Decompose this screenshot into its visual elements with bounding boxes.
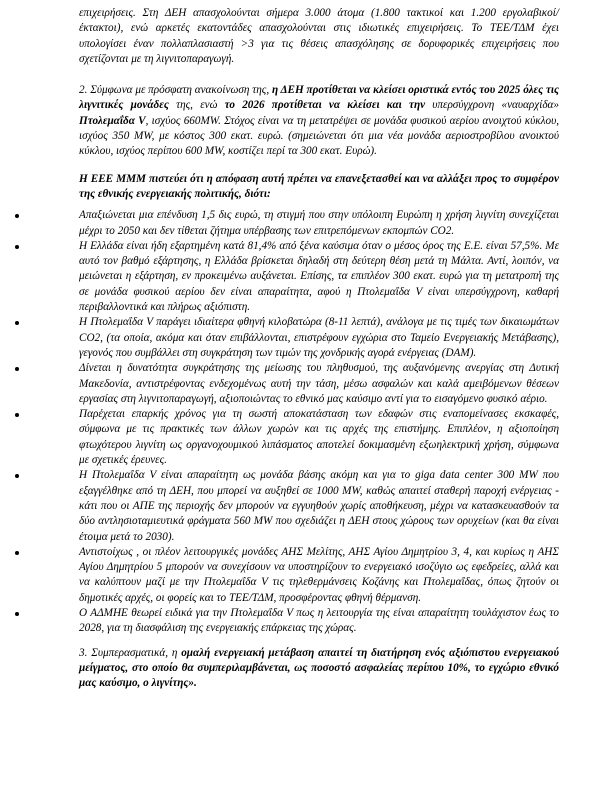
conclusion-bold-text: ομαλή ενεργειακή μετάβαση απαιτεί τη διατήρηση ενός αξιόπιστου ενεργειακού μείγματος, στο οποίο θα συμπεριλαμβάνεται, ως ποσοστό ασφαλείας περίπου 10%, το εγχώριο εθνικό μας καύσιμο, ο λιγνίτης». <box>79 646 559 690</box>
bullet-icon <box>15 214 19 218</box>
list-item-text: Η Ελλάδα είναι ήδη εξαρτημένη κατά 81,4% από ξένα καύσιμα όταν ο μέσος όρος της Ε.Ε. είναι 57,5%. Με αυτό τον βαθμό εξάρτησης, η Ελλάδα βρίσκεται δηλαδή στη δεύτερη θέση μετά τη Μάλτα. Αντί, λοιπόν, να μειώνεται η εξάρτηση, εν προκειμένω αυξάνεται. Επίσης, τα επιπλέον 300 εκατ. ευρώ για τη μετατροπή της σε μονάδα φυσικού αερίου δεν είναι απαραίτητα, αφού η Πτολεμαΐδα V είναι υπερσύγχρονη, καθαρή περιβαλλοντικά και πλήρως αξιόπιστη. <box>79 239 559 314</box>
list-item-text: Δίνεται η δυνατότητα συγκράτησης της μείωσης του πληθυσμού, της αυξανόμενης ανεργίας στη Δυτική Μακεδονία, αντιστρέφοντας ενδεχομένως αυτή την τάση, μέσω ασφαλών και καλά αμειβόμενων θέσεων εργασίας στη λιγνιτοπαραγωγή, αξιοποιώντας το εθνικό μας καύσιμο αντί για το εισαγόμενο φυσικό αέριο. <box>79 362 559 405</box>
point-2-text-end: , ισχύος 660MW. Στόχος είναι να τη μετατρέψει σε μονάδα φυσικού αερίου ανοιχτού κύκλου, ισχύος 350 MW, με κόστος 300 εκατ. ευρώ. (σημειώνεται ότι μια νέα μονάδα αεριοστροβίλου ανοικτού κύκλου, ισχύος περίπου 600 MW, κοστίζει περί τα 300 εκατ. Ευρώ). <box>79 114 559 158</box>
intro-paragraph: επιχειρήσεις. Στη ΔΕΗ απασχολούνται σήμερα 3.000 άτομα (1.800 τακτικοί και 1.200 εργολαβικοί/έκτακτοι), ενώ αρκετές εκατοντάδες απασχολούνται στις ιδιωτικές επιχειρήσεις. Το ΤΕΕ/ΤΔΜ έχει υπολογίσει έναν πολλαπλασιαστή >3 για τις θέσεις απασχόλησης σε δορυφορικές επιχειρήσεις που σχετίζονται με τη λιγνιτοπαραγωγή. <box>79 7 559 65</box>
conclusion-paragraph <box>79 646 559 692</box>
point-2-bold-closure: η ΔΕΗ προτίθεται να κλείσει οριστικά εντός του 2025 όλες τις λιγνιτικές μονάδες <box>79 84 559 112</box>
point-2-text-mid: της, ενώ <box>168 99 225 112</box>
list-item-text: Παρέχεται επαρκής χρόνος για τη σωστή αποκατάσταση των εδαφών στις εναπομείνασες εκσκαφές, σύμφωνα με τις πρακτικές των άλλων χωρών και τις αρχές της επιστήμης. Επιπλέον, η αξιοποίηση φτωχότερου λιγνίτη ως οργανοχουμικού λιπάσματος αποτελεί δοκιμασμένη εξωηλεκτρική χρήση, σύμφωνα με σχετικές έρευνες. <box>79 408 559 467</box>
bullet-icon <box>15 612 19 616</box>
list-item <box>79 208 559 239</box>
reasons-list <box>79 208 559 636</box>
point-2-bold-ptolemaida: Πτολεμαΐδα V <box>79 114 146 127</box>
list-item-text: Ο ΑΔΜΗΕ θεωρεί ειδικά για την Πτολεμαΐδα V πως η λειτουργία της είναι απαραίτητη τουλάχιστον έως το 2028, για τη διασφάλιση της ενεργειακής επάρκειας της χώρας. <box>79 606 559 635</box>
list-item <box>79 545 559 606</box>
section-heading: Η ΕΕΕ ΜΜΜ πιστεύει ότι η απόφαση αυτή πρέπει να επανεξετασθεί και να αλλάξει προς το συμφέρον της εθνικής ενεργειακής πολιτικής, διότι: <box>79 172 559 200</box>
list-item <box>79 361 559 407</box>
bullet-icon <box>15 474 19 478</box>
list-item-text: Αντιστοίχως , οι πλέον λειτουργικές μονάδες ΑΗΣ Μελίτης, ΑΗΣ Αγίου Δημητρίου 3, 4, και κυρίως η ΑΗΣ Αγίου Δημητρίου 5 μπορούν να συνεχίσουν να υποστηρίζουν το ενεργειακό ισοζύγιο ως εφεδρείες, αλλά και να καλύπτουν μαζί με την Πτολεμαΐδα V τις τηλεθερμάνσεις Κοζάνης και Πτολεμαΐδας, όπως ζητούν οι δημοτικές αρχές, οι φορείς και το ΤΕΕ/ΤΔΜ, προσφέροντας φθηνή θέρμανση. <box>79 545 559 604</box>
point-2-bold-2026: το 2026 προτίθεται να κλείσει και την <box>224 99 426 112</box>
list-item <box>79 315 559 361</box>
document-page <box>79 6 559 691</box>
list-item-text: Απαξιώνεται μια επένδυση 1,5 δις ευρώ, τη στιγμή που στην υπόλοιπη Ευρώπη η χρήση λιγνίτη συνεχίζεται μέχρι το 2050 και δεν τίθεται ζήτημα υπέρβασης των επιτρεπόμενων εκπομπών CO2. <box>79 209 559 237</box>
point-2-text-flagship: υπερσύγχρονη «ναυαρχίδα» <box>425 99 559 112</box>
bullet-icon <box>15 413 19 417</box>
bullet-icon <box>15 367 19 371</box>
bullet-icon <box>15 321 19 325</box>
list-item <box>79 468 559 544</box>
bullet-icon <box>15 245 19 249</box>
list-item <box>79 407 559 468</box>
point-2-text-start: 2. Σύμφωνα με πρόσφατη ανακοίνωση της, <box>79 84 272 97</box>
list-item <box>79 606 559 637</box>
bullet-icon <box>15 551 19 555</box>
list-item-text: Η Πτολεμαΐδα V παράγει ιδιαίτερα φθηνή κιλοβατώρα (8-11 λεπτά), ανάλογα με τις τιμές των δικαιωμάτων CO2, (τα οποία, ακόμα και όταν επιβάλλονται, επιστρέφουν εγχώρια στο Ταμείο Ενεργειακής Μετάβασης), γεγονός που συμβάλλει στη συγκράτηση των τιμών της χονδρικής αγορά ενέργειας (DAM). <box>79 316 559 359</box>
point-2-paragraph <box>79 83 559 159</box>
conclusion-text-start: 3. Συμπερασματικά, η <box>79 646 182 659</box>
list-item-text: Η Πτολεμαΐδα V είναι απαραίτητη ως μονάδα βάσης ακόμη και για το giga data center 300 MW που εξαγγέλθηκε από τη ΔΕΗ, που μπορεί να αυξηθεί σε 1000 MW, καθώς απαιτεί σταθερή παροχή ενέργειας - κάτι που οι ΑΠΕ της περιοχής δεν μπορούν να εγγυηθούν χωρίς αποθήκευση, μέχρι να κατασκευασθούν τα δύο αντλησιοταμιευτικά φράγματα 560 MW που σχεδιάζει η ΔΕΗ στους χώρους των ορυχείων (και θα είναι έτοιμα μετά το 2030). <box>79 469 559 543</box>
list-item <box>79 239 559 315</box>
